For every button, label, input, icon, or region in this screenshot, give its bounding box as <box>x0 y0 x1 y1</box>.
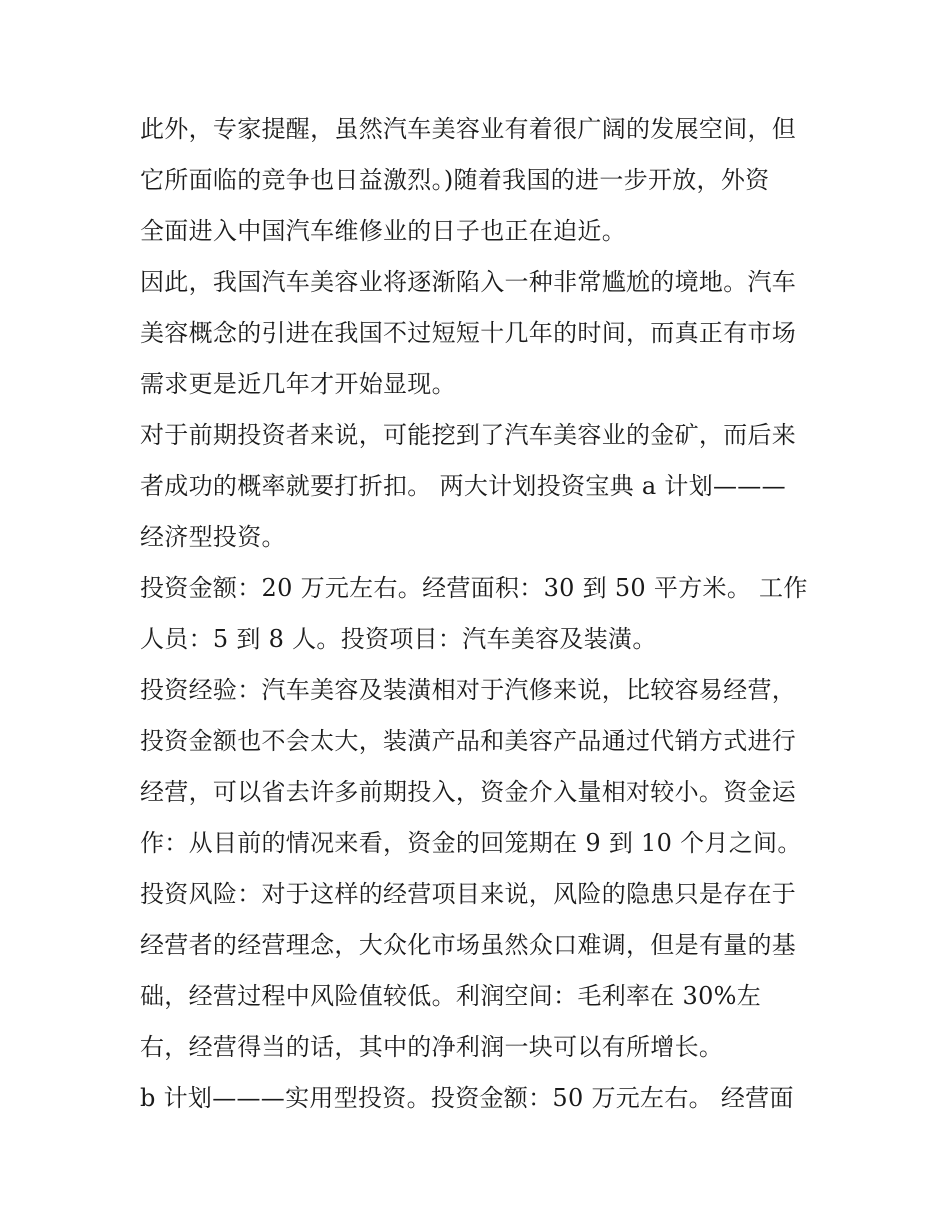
text-line: 因此，我国汽车美容业将逐渐陷入一种非常尴尬的境地。汽车 <box>140 268 797 296</box>
text-line: 作：从目前的情况来看，资金的回笼期在 9 到 10 个月之间。 <box>140 829 802 857</box>
text-line: 经营者的经营理念，大众化市场虽然众口难调，但是有量的基 <box>140 931 797 959</box>
text-line: 它所面临的竞争也日益激烈。)随着我国的进一步开放，外资 <box>140 166 770 194</box>
text-line: 对于前期投资者来说，可能挖到了汽车美容业的金矿，而后来 <box>140 421 797 449</box>
text-line: 人员：5 到 8 人。投资项目：汽车美容及装潢。 <box>140 625 657 653</box>
text-line: 经营，可以省去许多前期投入，资金介入量相对较小。资金运 <box>140 778 797 806</box>
text-line: 础，经营过程中风险值较低。利润空间：毛利率在 30%左 <box>140 982 762 1010</box>
text-line: 投资金额也不会太大，装潢产品和美容产品通过代销方式进行 <box>140 727 797 755</box>
text-line: 全面进入中国汽车维修业的日子也正在迫近。 <box>140 217 626 245</box>
text-line: 右，经营得当的话，其中的净利润一块可以有所增长。 <box>140 1033 724 1061</box>
text-line: 投资风险：对于这样的经营项目来说，风险的隐患只是存在于 <box>140 880 797 908</box>
text-line: 此外，专家提醒，虽然汽车美容业有着很广阔的发展空间，但 <box>140 115 797 143</box>
text-line: b 计划———实用型投资。投资金额：50 万元左右。 经营面 <box>140 1084 794 1112</box>
text-line: 投资经验：汽车美容及装潢相对于汽修来说，比较容易经营， <box>140 676 797 704</box>
text-line: 美容概念的引进在我国不过短短十几年的时间，而真正有市场 <box>140 319 797 347</box>
text-line: 者成功的概率就要打折扣。 两大计划投资宝典 a 计划——— <box>140 472 786 500</box>
text-line: 需求更是近几年才开始显现。 <box>140 370 456 398</box>
text-line: 经济型投资。 <box>140 523 286 551</box>
text-line: 投资金额：20 万元左右。经营面积：30 到 50 平方米。 工作 <box>140 574 808 602</box>
